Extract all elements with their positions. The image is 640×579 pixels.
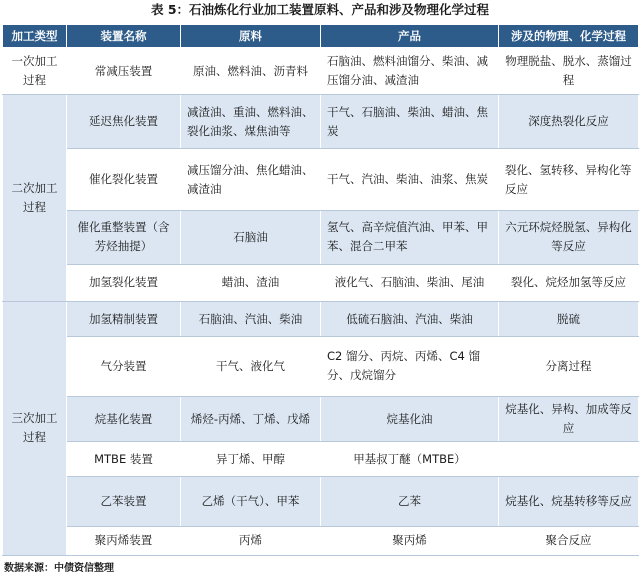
cell-process: 深度热裂化反应 (499, 95, 639, 149)
cell-product: 低硫石脑油、汽油、柴油 (321, 301, 499, 336)
cell-process: 裂化、烷烃加氢等反应 (499, 264, 639, 301)
cell-process: 物理脱盐、脱水、蒸馏过程 (499, 48, 639, 95)
cell-feed: 干气、液化气 (181, 337, 321, 397)
cell-process: 裂化、氢转移、异构化等反应 (499, 149, 639, 211)
cell-process: 六元环烷烃脱氢、异构化等反应 (499, 211, 639, 265)
cell-product: 干气、汽油、柴油、油浆、焦炭 (321, 149, 499, 211)
cell-device: 加氢精制装置 (67, 301, 181, 336)
cell-device: 烷基化装置 (67, 396, 181, 441)
cell-device: MTBE 装置 (67, 442, 181, 477)
cell-product: 乙苯 (321, 477, 499, 527)
table-row (3, 301, 639, 336)
table-row (3, 477, 639, 527)
table-title: 表 5：石油炼化行业加工装置原料、产品和涉及物理化学过程 (150, 2, 490, 17)
header-device: 装置名称 (67, 25, 181, 48)
cell-device: 催化重整装置（含芳烃抽提） (67, 211, 181, 265)
cell-product: C2 馏分、丙烷、丙烯、C4 馏分、戊烷馏分 (321, 337, 499, 397)
table-row (3, 95, 639, 149)
cell-process: 分离过程 (499, 337, 639, 397)
cell-process: 烷基化、异构、加成等反应 (499, 396, 639, 441)
cell-product: 聚丙烯 (321, 526, 499, 555)
cell-device: 延迟焦化装置 (67, 95, 181, 149)
header-feed: 原料 (181, 25, 321, 48)
table-row (3, 211, 639, 265)
header-process: 涉及的物理、化学过程 (499, 25, 639, 48)
group-tertiary: 三次加工过程 (3, 301, 67, 555)
header-type: 加工类型 (3, 25, 67, 48)
cell-feed: 蜡油、渣油 (181, 264, 321, 301)
header-product: 产品 (321, 25, 499, 48)
cell-feed: 减渣油、重油、燃料油、裂化油浆、煤焦油等 (181, 95, 321, 149)
cell-product: 石脑油、燃料油馏分、柴油、减压馏分油、减渣油 (321, 48, 499, 95)
cell-process: 烷基化、烷基转移等反应 (499, 477, 639, 527)
cell-feed: 丙烯 (181, 526, 321, 555)
cell-feed: 石脑油、汽油、柴油 (181, 301, 321, 336)
cell-feed: 原油、燃料油、沥青料 (181, 48, 321, 95)
cell-product: 干气、石脑油、柴油、蜡油、焦炭 (321, 95, 499, 149)
header-row (3, 25, 639, 48)
cell-device: 催化裂化装置 (67, 149, 181, 211)
group-secondary: 二次加工过程 (3, 95, 67, 301)
cell-device: 聚丙烯装置 (67, 526, 181, 555)
cell-device: 气分装置 (67, 337, 181, 397)
table-row (3, 396, 639, 441)
table-row (3, 264, 639, 301)
group-primary: 一次加工过程 (3, 48, 67, 95)
cell-product: 甲基叔丁醚（MTBE） (321, 442, 499, 477)
cell-device: 加氢裂化装置 (67, 264, 181, 301)
cell-feed: 石脑油 (181, 211, 321, 265)
process-table (2, 24, 639, 556)
cell-feed: 异丁烯、甲醇 (181, 442, 321, 477)
cell-feed: 减压馏分油、焦化蜡油、减渣油 (181, 149, 321, 211)
cell-process: 聚合反应 (499, 526, 639, 555)
cell-device: 乙苯装置 (67, 477, 181, 527)
cell-feed: 乙烯（干气）、甲苯 (181, 477, 321, 527)
cell-product: 氢气、高辛烷值汽油、甲苯、甲苯、混合二甲苯 (321, 211, 499, 265)
cell-product: 烷基化油 (321, 396, 499, 441)
cell-feed: 烯烃-丙烯、丁烯、戊烯 (181, 396, 321, 441)
cell-process: 脱硫 (499, 301, 639, 336)
table-row (3, 149, 639, 211)
cell-product: 液化气、石脑油、柴油、尾油 (321, 264, 499, 301)
table-row (3, 526, 639, 555)
table-row (3, 48, 639, 95)
table-row (3, 442, 639, 477)
cell-process (499, 442, 639, 477)
table-row (3, 337, 639, 397)
source-note: 数据来源：中债资信整理 (4, 563, 114, 574)
cell-device: 常减压装置 (67, 48, 181, 95)
